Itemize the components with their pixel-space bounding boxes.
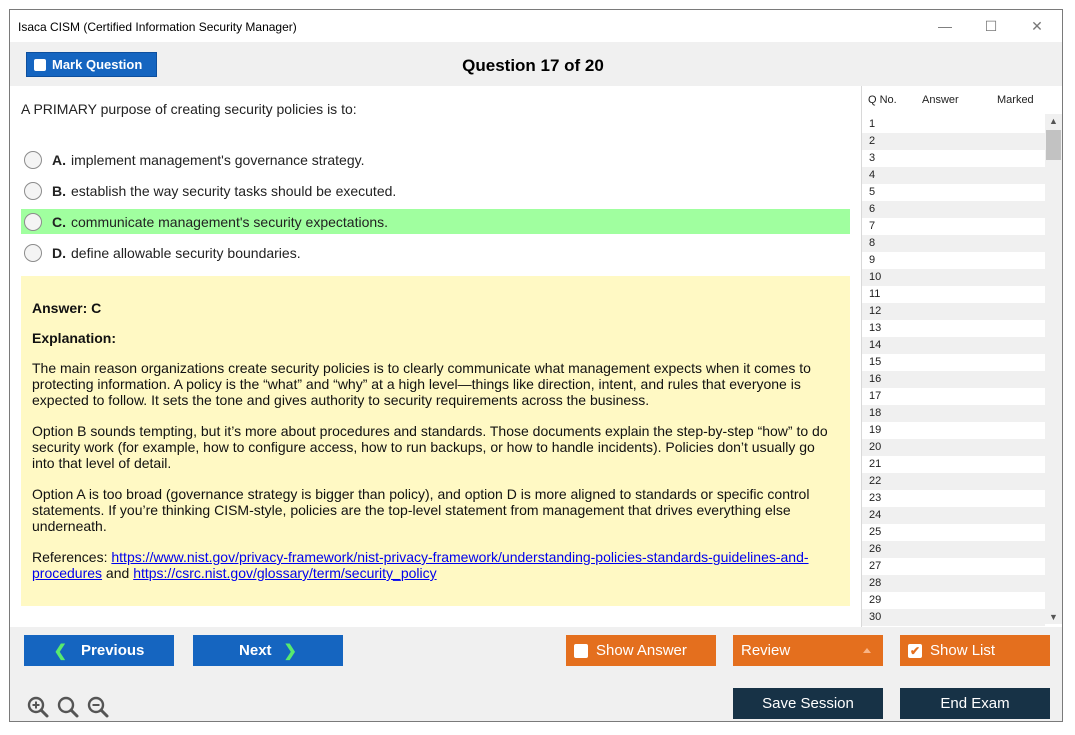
explanation-paragraph-2: Option B sounds tempting, but it’s more about procedures and standards. Those documents explain the step-by-step “how” to do security work (for example, how to configure access, how to run backups, or how to handle incidents). Policies don’t usually go into that level of detail. (32, 423, 828, 471)
question-counter: Question 17 of 20 (462, 56, 604, 75)
question-list-row[interactable]: 30 (862, 609, 1045, 626)
caret-up-icon (863, 648, 871, 653)
explanation-panel (21, 276, 850, 606)
question-list-row[interactable]: 27 (869, 560, 882, 572)
minimize-button[interactable]: — (938, 18, 952, 34)
option-a[interactable] (21, 147, 850, 172)
save-session-button[interactable]: Save Session (733, 688, 883, 719)
scroll-thumb[interactable] (1046, 130, 1061, 160)
option-a-radio[interactable] (24, 151, 42, 169)
question-list-row[interactable]: 8 (862, 235, 1045, 252)
question-list-row[interactable]: 11 (869, 288, 881, 300)
references (32, 549, 840, 581)
question-list-row[interactable]: 4 (862, 167, 1045, 184)
answer-column-header: Answer (922, 94, 959, 106)
option-d-text: define allowable security boundaries. (71, 244, 301, 261)
show-list-button[interactable] (900, 635, 1050, 666)
question-list-scrollbar[interactable] (1045, 114, 1062, 624)
option-a-letter: A. (52, 151, 66, 168)
option-a-text: implement management's governance strategy. (71, 151, 365, 168)
zoom-out-icon[interactable] (86, 695, 110, 719)
question-list-row[interactable]: 17 (869, 390, 882, 402)
question-list-row[interactable]: 16 (862, 371, 1045, 388)
question-list-row[interactable]: 20 (862, 439, 1045, 456)
question-list-row[interactable]: 23 (869, 492, 882, 504)
review-label: Review (741, 642, 791, 659)
show-list-label: Show List (930, 642, 996, 659)
show-answer-button[interactable] (566, 635, 716, 666)
explanation-paragraph-3: Option A is too broad (governance strategy is bigger than policy), and option D is more aligned to standards or specific control statements. If you’re thinking CISM-style, policies are the top-level statement from management that drives everything else underneath. (32, 486, 810, 534)
question-list-row[interactable]: 12 (862, 303, 1045, 320)
end-exam-button[interactable]: End Exam (900, 688, 1050, 719)
show-answer-checkbox[interactable] (574, 644, 588, 658)
question-list-row[interactable]: 25 (869, 526, 882, 538)
close-button[interactable]: ✕ (1031, 18, 1043, 34)
option-d-radio[interactable] (24, 244, 42, 262)
marked-column-header: Marked (997, 94, 1034, 106)
show-answer-label: Show Answer (596, 642, 687, 659)
zoom-reset-icon[interactable] (56, 695, 80, 719)
mark-question-label: Mark Question (52, 57, 143, 72)
option-d-letter: D. (52, 244, 66, 261)
next-label: Next (239, 642, 272, 659)
question-list-row[interactable]: 10 (862, 269, 1045, 286)
footer-bar (10, 627, 1062, 721)
question-list-row[interactable]: 19 (869, 424, 882, 436)
scroll-down-icon[interactable]: ▼ (1049, 612, 1058, 622)
previous-button[interactable] (24, 635, 174, 666)
answer-label: Answer: C (32, 300, 102, 316)
maximize-button[interactable]: ☐ (984, 18, 998, 34)
review-dropdown[interactable] (733, 635, 883, 666)
option-b[interactable] (21, 178, 850, 203)
option-b-text: establish the way security tasks should be executed. (71, 182, 397, 199)
question-list-row[interactable]: 28 (862, 575, 1045, 592)
question-list-row[interactable]: 2 (862, 133, 1045, 150)
qno-column-header: Q No. (868, 94, 897, 106)
question-text: A PRIMARY purpose of creating security policies is to: (21, 101, 357, 117)
option-b-letter: B. (52, 182, 66, 199)
question-header (10, 42, 1062, 86)
question-list-row[interactable]: 3 (869, 152, 876, 164)
question-list-row[interactable]: 13 (869, 322, 882, 334)
reference-link-csrc[interactable]: https://csrc.nist.gov/glossary/term/security_policy (133, 565, 437, 581)
option-c-letter: C. (52, 213, 66, 230)
zoom-in-icon[interactable] (26, 695, 50, 719)
question-list-row[interactable]: 21 (869, 458, 882, 470)
chevron-left-icon: ❮ (53, 642, 68, 660)
question-list-row[interactable]: 14 (862, 337, 1045, 354)
question-list-row[interactable]: 18 (862, 405, 1045, 422)
option-d[interactable] (21, 240, 850, 265)
chevron-right-icon: ❯ (283, 642, 297, 660)
question-panel (10, 86, 861, 627)
question-list-row[interactable]: 22 (862, 473, 1045, 490)
references-label: References: (32, 549, 112, 565)
option-c[interactable] (21, 209, 850, 234)
question-list-row[interactable]: 24 (862, 507, 1045, 524)
app-window (9, 9, 1063, 722)
question-list-panel (861, 86, 1062, 627)
question-list-row[interactable]: 9 (869, 254, 876, 266)
question-list-row[interactable]: 6 (862, 201, 1045, 218)
reference-link-nist-privacy[interactable]: https://www.nist.gov/privacy-framework/nist-privacy-framework/understanding-policies-standards-guidelines-and-procedures (32, 549, 809, 581)
show-list-checkbox[interactable]: ✔ (909, 643, 921, 658)
option-c-text: communicate management's security expectations. (71, 213, 389, 230)
question-list-row[interactable]: 5 (869, 186, 876, 198)
references-and: and (102, 565, 134, 581)
explanation-paragraph-1: The main reason organizations create security policies is to clearly communicate what management expects when it comes to protecting information. A policy is the “what” and “why” at a high level—things like direction, intent, and rules that everyone is expected to follow. It sets the tone and gives authority to security requirements across the business. (32, 360, 811, 408)
explanation-heading: Explanation: (32, 330, 117, 346)
window-title: Isaca CISM (Certified Information Security Manager) (18, 20, 297, 34)
option-c-radio[interactable] (24, 213, 42, 231)
question-list-row[interactable]: 1 (869, 118, 876, 130)
option-b-radio[interactable] (24, 182, 42, 200)
question-list-rows (862, 116, 1045, 626)
previous-label: Previous (81, 642, 145, 659)
scroll-up-icon[interactable]: ▲ (1049, 116, 1058, 126)
question-list-row[interactable]: 15 (869, 356, 882, 368)
question-list-row[interactable]: 26 (862, 541, 1045, 558)
next-button[interactable] (193, 635, 343, 666)
title-bar (10, 10, 1062, 42)
question-list-header (862, 86, 1062, 112)
question-list-row[interactable]: 29 (869, 594, 882, 606)
question-list-row[interactable]: 7 (869, 220, 876, 232)
